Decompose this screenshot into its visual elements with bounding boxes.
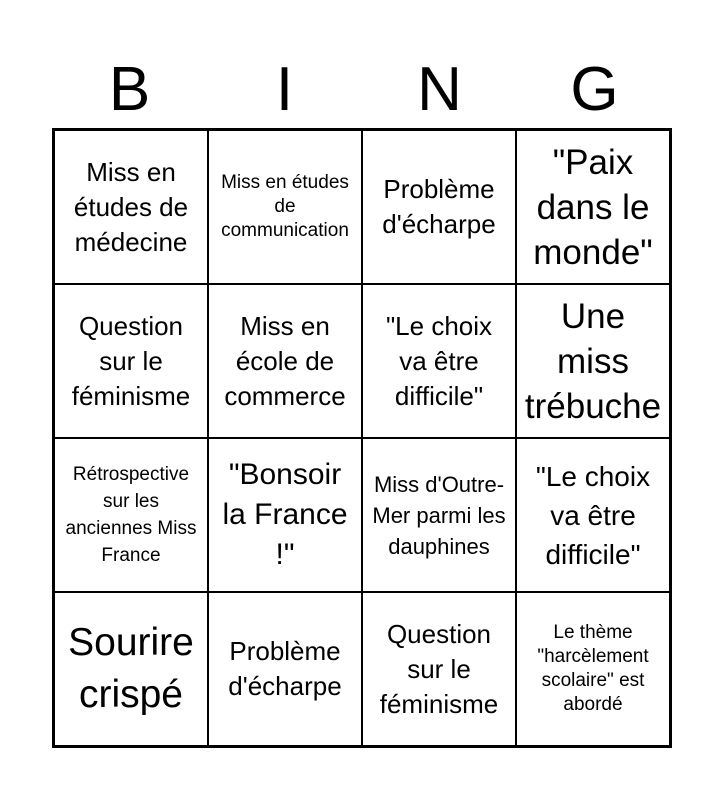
cell-text: "Paix dans le monde" [533,142,653,272]
bingo-cell[interactable] [362,130,516,284]
bingo-header [52,52,672,128]
bingo-cell[interactable] [516,130,670,284]
cell-text: Rétrospective sur les anciennes Miss France [65,464,197,566]
bingo-cell[interactable] [362,592,516,746]
cell-text: Problème d'écharpe [228,636,342,701]
bingo-cell[interactable] [54,592,208,746]
cell-text: Question sur le féminisme [71,310,191,411]
cell-text: Une miss trébuche [524,296,662,426]
cell-text: Le thème "harcèlement scolaire" est abordé [537,622,649,715]
cell-text: "Le choix va être difficile" [385,310,493,411]
cell-text: Miss en études de communication [221,172,349,241]
bingo-cell[interactable] [54,130,208,284]
cell-text: Problème d'écharpe [382,174,496,239]
cell-text: Miss d'Outre-Mer parmi les dauphines [372,471,506,559]
bingo-cell[interactable] [208,130,362,284]
bingo-cell[interactable] [208,284,362,438]
bingo-cell[interactable] [208,592,362,746]
cell-text: Miss en études de médecine [73,156,189,257]
bingo-cell[interactable] [362,438,516,592]
cell-text: Question sur le féminisme [379,618,499,719]
cell-text: "Le choix va être difficile" [535,460,651,570]
bingo-cell[interactable] [516,438,670,592]
header-letter-b: B [108,55,151,124]
header-letter-i: I [275,55,294,124]
cell-text: Sourire crispé [68,621,194,716]
bingo-cell[interactable] [208,438,362,592]
cell-text: "Bonsoir la France !" [222,458,348,571]
header-letter-g: G [570,55,619,124]
cell-text: Miss en école de commerce [224,310,346,411]
bingo-grid [52,128,672,748]
header-letter-n: N [417,55,462,124]
bingo-cell[interactable] [516,592,670,746]
bingo-cell[interactable] [516,284,670,438]
bingo-cell[interactable] [54,284,208,438]
bingo-cell[interactable] [362,284,516,438]
bingo-cell[interactable] [54,438,208,592]
